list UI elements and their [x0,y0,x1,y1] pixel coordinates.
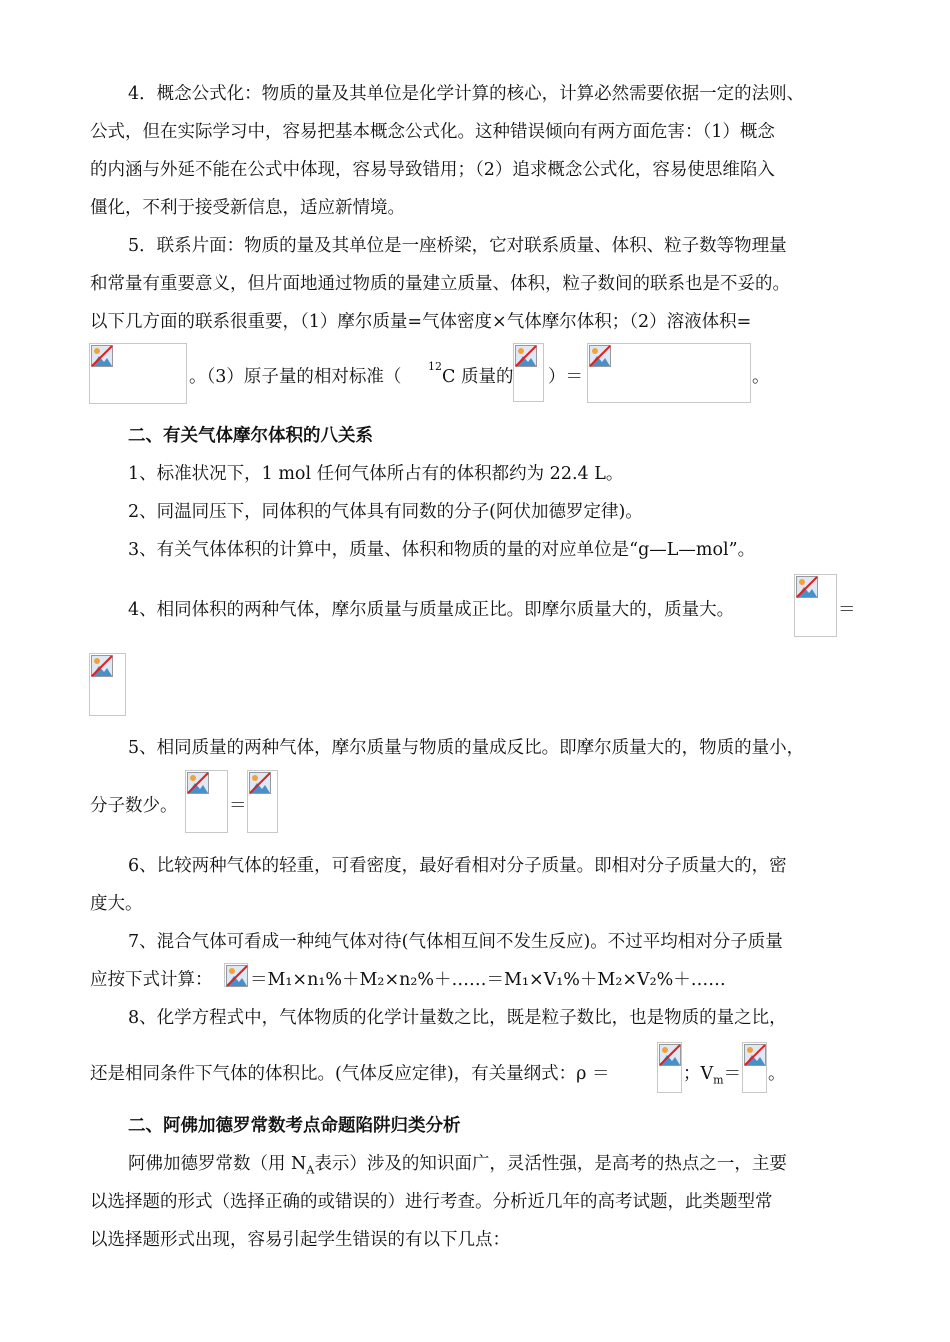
broken-image-icon [587,343,751,403]
p4-line-3: 的内涵与外延不能在公式中体现，容易导致错用；（2）追求概念公式化，容易使思维陷入 [90,160,775,180]
last-para-line-2: 以选择题的形式（选择正确的或错误的）进行考查。分析近几年的高考试题，此类题型常 [90,1192,773,1212]
item-8-vm-label: ；$V_m=$ [683,1064,742,1087]
p5-line-1: 5．联系片面：物质的量及其单位是一座桥梁，它对联系质量、体积、粒子数等物理量 [128,236,787,256]
p4-line-1: 4．概念公式化：物质的量及其单位是化学计算的核心，计算必然需要依据一定的法则、 [128,84,805,104]
p5-tail-c: ）＝ [548,367,583,387]
broken-image-icon [89,343,187,404]
item-1: 1、标准状况下，1 mol 任何气体所占有的体积都约为 22.4 L。 [128,464,624,484]
broken-image-icon [742,1042,767,1093]
p5-tail-a: 。（3）原子量的相对标准（ [189,367,402,387]
item-8-line-1: 8、化学方程式中，气体物质的化学计量数之比，既是粒子数比，也是物质的量之比， [128,1008,787,1028]
item-5-equals: ＝ [229,796,247,816]
section-heading-2: 二、阿佛加德罗常数考点命题陷阱归类分析 [128,1116,461,1136]
broken-image-icon [89,653,126,716]
broken-image-icon [794,574,837,637]
broken-image-icon [185,770,228,833]
item-8-period: 。 [768,1064,786,1084]
p5-tail-sup: 12 [428,360,442,373]
item-6-line-1: 6、比较两种气体的轻重，可看密度，最好看相对分子质量。即相对分子质量大的，密 [128,856,787,876]
item-5-line-2: 分子数少。 [90,796,178,816]
item-4: 4、相同体积的两种气体，摩尔质量与质量成正比。即摩尔质量大的，质量大。 [128,600,735,620]
p5-line-2: 和常量有重要意义，但片面地通过物质的量建立质量、体积，粒子数间的联系也是不妥的。 [90,274,790,294]
p4-line-2: 公式，但在实际学习中，容易把基本概念公式化。这种错误倾向有两方面危害：（1）概念 [90,122,775,142]
last-para-line-1: 阿佛加德罗常数（用 $N_A$表示）涉及的知识面广，灵活性强，是高考的热点之一，主要 [128,1154,787,1177]
item-5-line-1: 5、相同质量的两种气体，摩尔质量与物质的量成反比。即摩尔质量大的，物质的量小， [128,738,805,758]
p4-line-4: 僵化，不利于接受新信息，适应新情境。 [90,198,405,218]
broken-image-icon [224,963,248,987]
p5-tail-b: C 质量的 [442,367,514,387]
item-7-line-2: 应按下式计算： [90,970,213,990]
item-8-line-2: 还是相同条件下气体的体积比。(气体反应定律)，有关量纲式：ρ ＝ [90,1064,610,1084]
item-6-line-2: 度大。 [90,894,143,914]
item-7-formula: ＝M₁×n₁%＋M₂×n₂%＋……＝M₁×V₁%＋M₂×V₂%＋…… [250,970,726,990]
last-para-line-3: 以选择题形式出现，容易引起学生错误的有以下几点： [90,1230,510,1250]
broken-image-icon [657,1042,682,1093]
broken-image-icon [513,343,544,402]
section-heading-1: 二、有关气体摩尔体积的八关系 [128,426,373,446]
p5-tail-d: 。 [752,367,770,387]
item-2: 2、同温同压下，同体积的气体具有同数的分子(阿伏加德罗定律)。 [128,502,643,522]
item-7-line-1: 7、混合气体可看成一种纯气体对待(气体相互间不发生反应)。不过平均相对分子质量 [128,932,783,952]
item-3: 3、有关气体体积的计算中，质量、体积和物质的量的对应单位是“g—L—mol”。 [128,540,756,560]
p5-line-3: 以下几方面的联系很重要，（1）摩尔质量=气体密度×气体摩尔体积；（2）溶液体积= [90,312,752,332]
item-4-equals: ＝ [838,600,856,620]
broken-image-icon [247,770,278,833]
